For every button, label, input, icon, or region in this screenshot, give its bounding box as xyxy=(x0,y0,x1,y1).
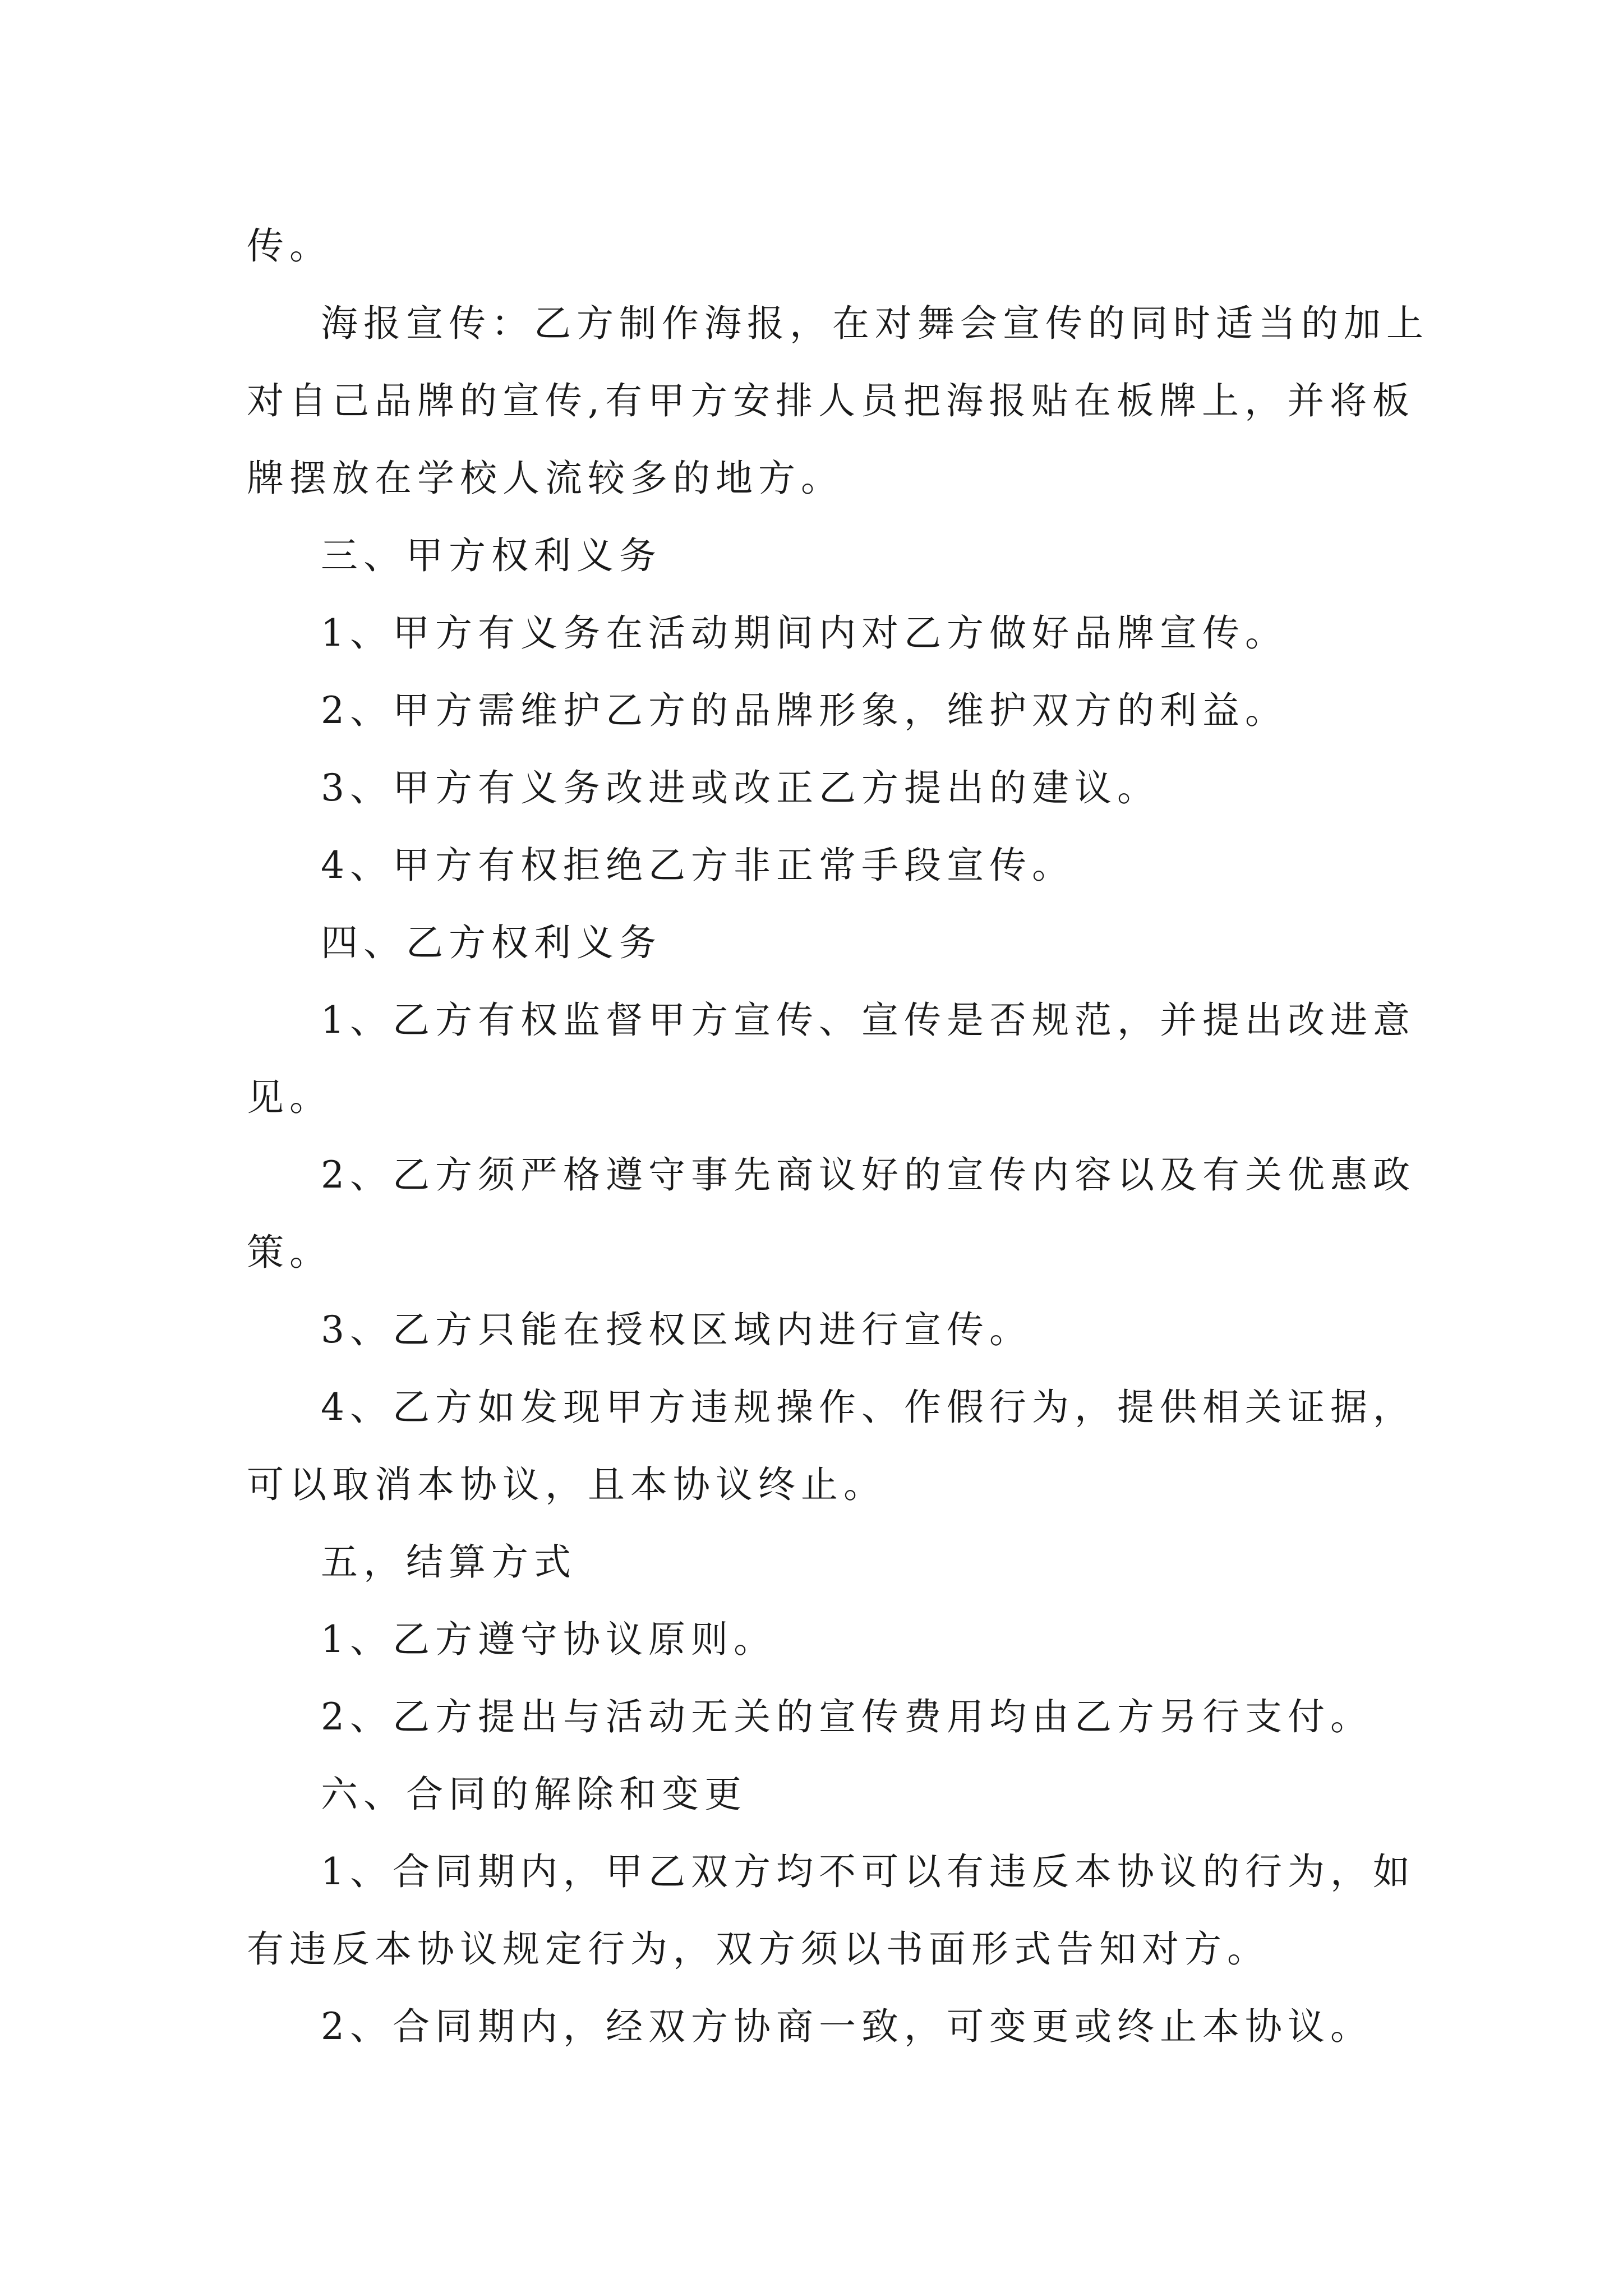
clause-settlement-1: 1、乙方遵守协议原则。 xyxy=(321,1618,776,1661)
clause-a-4: 4、甲方有权拒绝乙方非正常手段宣传。 xyxy=(321,844,1075,887)
clause-a-1: 1、甲方有义务在活动期间内对乙方做好品牌宣传。 xyxy=(321,611,1288,655)
clause-b-4: 4、乙方如发现甲方违规操作、作假行为，提供相关证据，可以取消本协议，且本协议终止。 xyxy=(247,1386,1415,1506)
clause-b-1: 1、乙方有权监督甲方宣传、宣传是否规范，并提出改进意见。 xyxy=(247,999,1415,1119)
clause-a-3: 3、甲方有义务改进或改正乙方提出的建议。 xyxy=(321,766,1160,809)
clause-a-2: 2、甲方需维护乙方的品牌形象，维护双方的利益。 xyxy=(321,689,1288,732)
paragraph-continuation: 传。 xyxy=(247,224,332,268)
clause-b-3: 3、乙方只能在授权区域内进行宣传。 xyxy=(321,1308,1032,1351)
clause-termination-2: 2、合同期内，经双方协商一致，可变更或终止本协议。 xyxy=(321,2005,1373,2048)
clause-b-2: 2、乙方须严格遵守事先商议好的宣传内容以及有关优惠政策。 xyxy=(247,1153,1415,1274)
section-heading-party-b: 四、乙方权利义务 xyxy=(321,921,662,964)
clause-settlement-2: 2、乙方提出与活动无关的宣传费用均由乙方另行支付。 xyxy=(321,1695,1373,1738)
section-heading-termination: 六、合同的解除和变更 xyxy=(321,1773,747,1816)
section-heading-party-a: 三、甲方权利义务 xyxy=(321,534,662,577)
paragraph-poster-promotion: 海报宣传：乙方制作海报，在对舞会宣传的同时适当的加上对自己品牌的宣传,有甲方安排人员把海报贴在板牌上，并将板牌摆放在学校人流较多的地方。 xyxy=(247,302,1429,500)
clause-termination-1: 1、合同期内，甲乙双方均不可以有违反本协议的行为，如有违反本协议规定行为，双方须以书面形式告知对方。 xyxy=(247,1850,1415,1971)
document-page xyxy=(247,208,1430,2065)
section-heading-settlement: 五，结算方式 xyxy=(321,1540,577,1584)
